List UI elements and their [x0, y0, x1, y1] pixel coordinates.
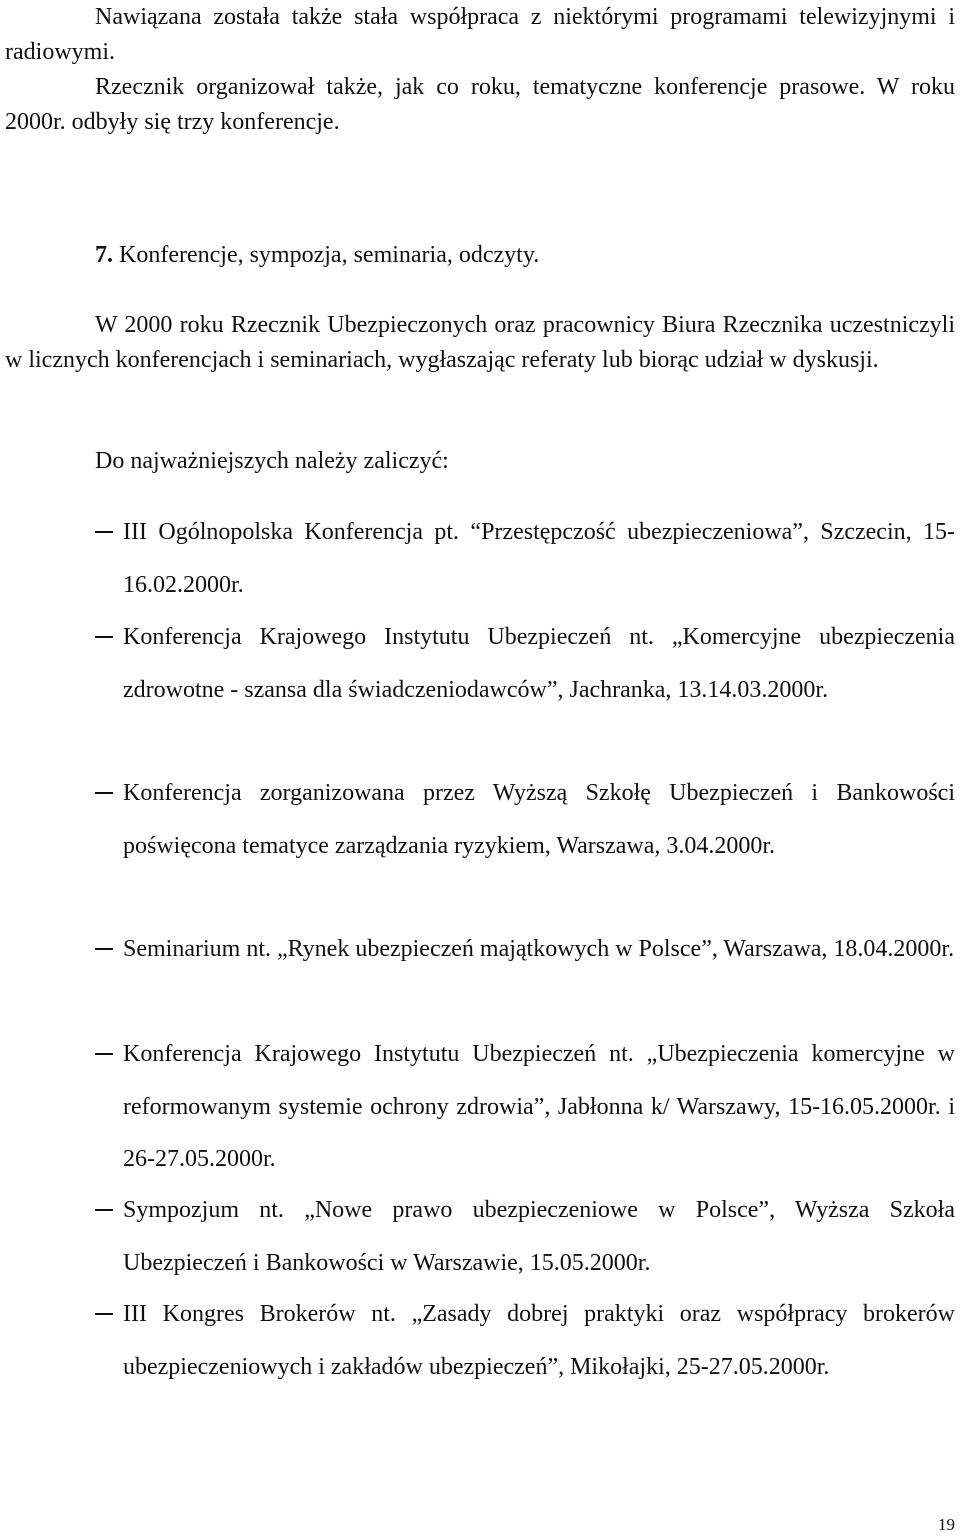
- paragraph-conferences-participation: [5, 308, 955, 378]
- paragraph-press-conferences: [5, 70, 955, 140]
- list-item: Sympozjum nt. „Nowe prawo ubezpieczeniowe w Polsce”, Wyższa Szkoła Ubezpieczeń i Bankowości w Warszawie, 15.05.2000r.: [123, 1197, 955, 1276]
- list-item: Seminarium nt. „Rynek ubezpieczeń majątkowych w Polsce”, Warszawa, 18.04.2000r.: [123, 936, 955, 962]
- list-dash-icon: [95, 531, 113, 533]
- list-item: Konferencja Krajowego Instytutu Ubezpieczeń nt. „Komercyjne ubezpieczenia zdrowotne - szansa dla świadczeniodawców”, Jachranka, 13.14.03.2000r.: [123, 624, 955, 703]
- list-item: III Kongres Brokerów nt. „Zasady dobrej praktyki oraz współpracy brokerów ubezpieczeniowych i zakładów ubezpieczeń”, Mikołajki, 25-27.05.2000r.: [123, 1301, 955, 1380]
- page-number: 19: [938, 1515, 955, 1534]
- list-item: Konferencja zorganizowana przez Wyższą Szkołę Ubezpieczeń i Bankowości poświęcona tematyce zarządzania ryzykiem, Warszawa, 3.04.2000r.: [123, 780, 955, 859]
- section-title: Konferencje, sympozja, seminaria, odczyty.: [119, 242, 540, 268]
- list-dash-icon: [95, 948, 113, 950]
- list-intro: Do najważniejszych należy zaliczyć:: [95, 448, 449, 474]
- paragraph-media-cooperation: [5, 0, 955, 70]
- paragraph-text: W 2000 roku Rzecznik Ubezpieczonych oraz pracownicy Biura Rzecznika uczestniczyli w licznych konferencjach i seminariach, wygłaszając referaty lub biorąc udział w dyskusji.: [5, 312, 955, 373]
- list-dash-icon: [95, 792, 113, 794]
- section-heading: [95, 240, 539, 270]
- list-dash-icon: [95, 636, 113, 638]
- list-item: Konferencja Krajowego Instytutu Ubezpieczeń nt. „Ubezpieczenia komercyjne w reformowanym systemie ochrony zdrowia”, Jabłonna k/ Warszawy, 15-16.05.2000r. i 26-27.05.2000r.: [123, 1041, 955, 1172]
- list-dash-icon: [95, 1053, 113, 1055]
- section-number: 7.: [95, 242, 113, 268]
- paragraph-text: Nawiązana została także stała współpraca z niektórymi programami telewizyjnymi i radiowymi.: [5, 4, 955, 65]
- list-dash-icon: [95, 1209, 113, 1211]
- paragraph-text: Rzecznik organizował także, jak co roku, tematyczne konferencje prasowe. W roku 2000r. odbyły się trzy konferencje.: [5, 74, 955, 135]
- list-dash-icon: [95, 1313, 113, 1315]
- list-item: III Ogólnopolska Konferencja pt. “Przestępczość ubezpieczeniowa”, Szczecin, 15-16.02.2000r.: [123, 519, 955, 598]
